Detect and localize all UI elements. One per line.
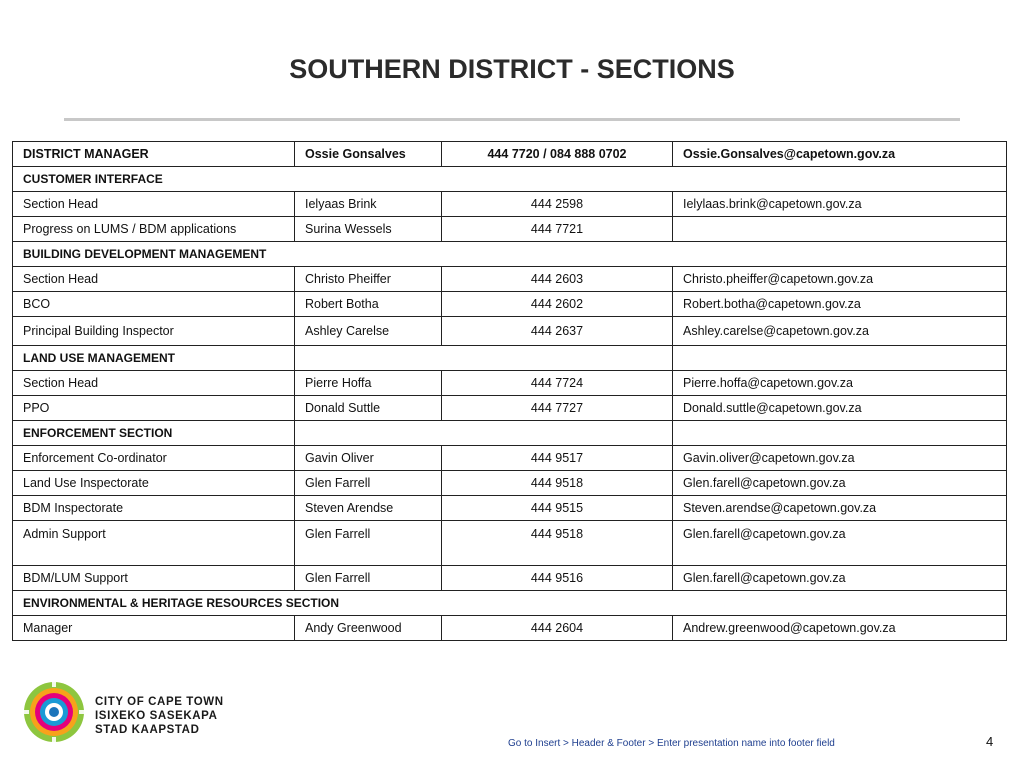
name-cell: Christo Pheiffer: [295, 267, 442, 292]
logo-line: STAD KAAPSTAD: [95, 724, 200, 736]
role-cell: Principal Building Inspector: [13, 317, 295, 346]
table-row: [13, 566, 1007, 591]
section-header-row: [13, 591, 1007, 616]
role-cell: BDM Inspectorate: [13, 496, 295, 521]
email-cell: Donald.suttle@capetown.gov.za: [673, 396, 1007, 421]
page-number: 4: [986, 734, 994, 749]
role-cell: Section Head: [13, 267, 295, 292]
role-cell: DISTRICT MANAGER: [13, 142, 295, 167]
section-label: LAND USE MANAGEMENT: [13, 346, 295, 371]
empty-cell: [295, 421, 673, 446]
table-row: [13, 267, 1007, 292]
section-label: ENFORCEMENT SECTION: [13, 421, 295, 446]
role-cell: Enforcement Co-ordinator: [13, 446, 295, 471]
role-cell: Land Use Inspectorate: [13, 471, 295, 496]
phone-cell: 444 7727: [442, 396, 673, 421]
empty-cell: [673, 346, 1007, 371]
role-cell: Admin Support: [13, 521, 295, 566]
phone-cell: 444 2603: [442, 267, 673, 292]
contacts-table-body: [13, 142, 1007, 641]
table-row: [13, 317, 1007, 346]
name-cell: Andy Greenwood: [295, 616, 442, 641]
logo-line: CITY OF CAPE TOWN: [95, 696, 224, 708]
name-cell: Donald Suttle: [295, 396, 442, 421]
role-cell: Progress on LUMS / BDM applications: [13, 217, 295, 242]
email-cell: [673, 217, 1007, 242]
email-cell: Robert.botha@capetown.gov.za: [673, 292, 1007, 317]
phone-cell: 444 2637: [442, 317, 673, 346]
email-cell: Pierre.hoffa@capetown.gov.za: [673, 371, 1007, 396]
table-row: [13, 292, 1007, 317]
city-logo-text: [95, 695, 224, 737]
section-header-row: [13, 346, 1007, 371]
email-cell: Steven.arendse@capetown.gov.za: [673, 496, 1007, 521]
role-cell: BCO: [13, 292, 295, 317]
phone-cell: 444 2604: [442, 616, 673, 641]
name-cell: Robert Botha: [295, 292, 442, 317]
name-cell: Glen Farrell: [295, 521, 442, 566]
page-title: SOUTHERN DISTRICT - SECTIONS: [289, 54, 735, 84]
phone-cell: 444 2598: [442, 192, 673, 217]
phone-cell: 444 7724: [442, 371, 673, 396]
section-header-row: [13, 167, 1007, 192]
city-logo-icon: [22, 680, 86, 744]
role-cell: Manager: [13, 616, 295, 641]
district-manager-row: [13, 142, 1007, 167]
table-row: [13, 192, 1007, 217]
role-cell: BDM/LUM Support: [13, 566, 295, 591]
phone-cell: 444 9516: [442, 566, 673, 591]
role-cell: PPO: [13, 396, 295, 421]
name-cell: Steven Arendse: [295, 496, 442, 521]
footer-text: Go to Insert > Header & Footer > Enter presentation name into footer field: [508, 738, 835, 749]
table-row: [13, 616, 1007, 641]
name-cell: Ielyaas Brink: [295, 192, 442, 217]
section-label: ENVIRONMENTAL & HERITAGE RESOURCES SECTION: [13, 591, 1007, 616]
email-cell: Ashley.carelse@capetown.gov.za: [673, 317, 1007, 346]
phone-cell: 444 9515: [442, 496, 673, 521]
section-header-row: [13, 421, 1007, 446]
name-cell: Glen Farrell: [295, 566, 442, 591]
email-cell: Glen.farell@capetown.gov.za: [673, 521, 1007, 566]
email-cell: Ielylaas.brink@capetown.gov.za: [673, 192, 1007, 217]
name-cell: Surina Wessels: [295, 217, 442, 242]
name-cell: Pierre Hoffa: [295, 371, 442, 396]
phone-cell: 444 2602: [442, 292, 673, 317]
phone-cell: 444 9518: [442, 471, 673, 496]
email-cell: Andrew.greenwood@capetown.gov.za: [673, 616, 1007, 641]
section-label: CUSTOMER INTERFACE: [13, 167, 1007, 192]
name-cell: Ossie Gonsalves: [295, 142, 442, 167]
table-row: [13, 471, 1007, 496]
phone-cell: 444 9518: [442, 521, 673, 566]
section-header-row: [13, 242, 1007, 267]
role-cell: Section Head: [13, 371, 295, 396]
empty-cell: [295, 346, 673, 371]
email-cell: Gavin.oliver@capetown.gov.za: [673, 446, 1007, 471]
section-label: BUILDING DEVELOPMENT MANAGEMENT: [13, 242, 1007, 267]
email-cell: Christo.pheiffer@capetown.gov.za: [673, 267, 1007, 292]
name-cell: Ashley Carelse: [295, 317, 442, 346]
phone-cell: 444 9517: [442, 446, 673, 471]
logo-line: ISIXEKO SASEKAPA: [95, 710, 218, 722]
table-row: [13, 396, 1007, 421]
email-cell: Glen.farell@capetown.gov.za: [673, 471, 1007, 496]
table-row: [13, 496, 1007, 521]
name-cell: Glen Farrell: [295, 471, 442, 496]
phone-cell: 444 7721: [442, 217, 673, 242]
role-cell: Section Head: [13, 192, 295, 217]
empty-cell: [673, 421, 1007, 446]
title-divider: [64, 118, 960, 121]
table-row: [13, 371, 1007, 396]
contacts-table: [12, 141, 1007, 641]
table-row: [13, 521, 1007, 566]
email-cell: Glen.farell@capetown.gov.za: [673, 566, 1007, 591]
table-row: [13, 217, 1007, 242]
name-cell: Gavin Oliver: [295, 446, 442, 471]
email-cell: Ossie.Gonsalves@capetown.gov.za: [673, 142, 1007, 167]
phone-cell: 444 7720 / 084 888 0702: [442, 142, 673, 167]
table-row: [13, 446, 1007, 471]
